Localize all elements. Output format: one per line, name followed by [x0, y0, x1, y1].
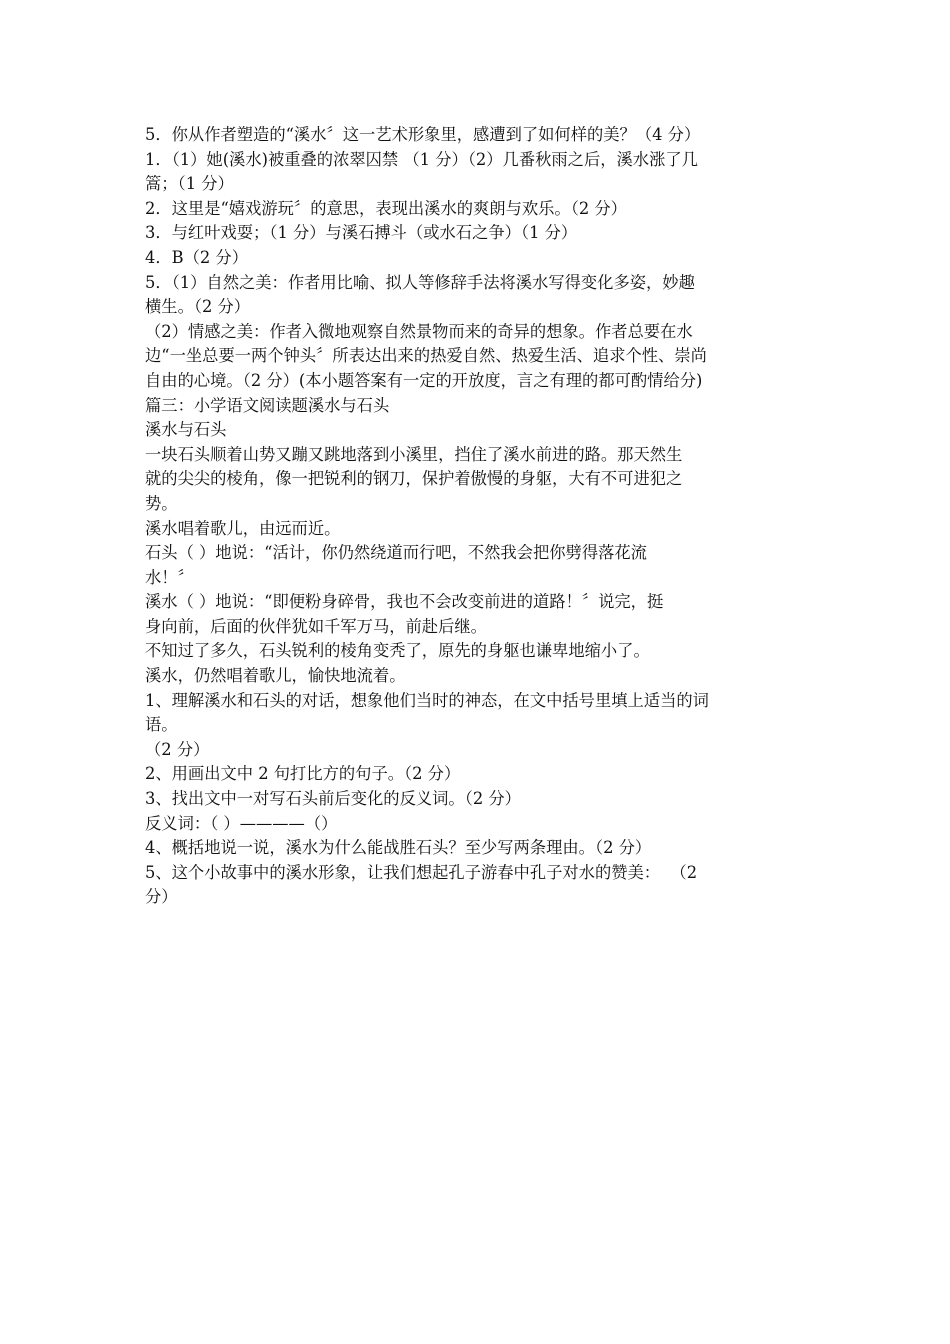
text-line: 势。	[145, 493, 178, 513]
text-line: 5．（1）自然之美：作者用比喻、拟人等修辞手法将溪水写得变化多姿，妙趣	[145, 272, 695, 292]
text-line: 4．B（2 分）	[145, 247, 248, 267]
text-line: 一块石头顺着山势又蹦又跳地落到小溪里，挡住了溪水前进的路。那天然生	[145, 444, 683, 464]
text-line: 篙；（1 分）	[145, 174, 234, 194]
question-line: 分）	[145, 887, 178, 907]
text-line: 自由的心境。（2 分）(本小题答案有一定的开放度，言之有理的都可酌情给分)	[145, 370, 703, 390]
question-line: 4、概括地说一说，溪水为什么能战胜石头？至少写两条理由。（2 分）	[145, 838, 652, 858]
document-body	[145, 123, 810, 910]
passage-title: 溪水与石头	[145, 420, 227, 440]
text-line: 1．（1）她(溪水)被重叠的浓翠囚禁 （1 分）（2）几番秋雨之后，溪水涨了几	[145, 149, 698, 169]
question-line: 反义词：（ ）————（）	[145, 813, 338, 833]
text-line: 就的尖尖的棱角，像一把锐利的钢刀，保护着傲慢的身躯，大有不可进犯之	[145, 469, 683, 489]
question-line: （2 分）	[145, 739, 210, 759]
text-line: 溪水，仍然唱着歌儿，愉快地流着。	[145, 666, 406, 686]
text-line: 3．与红叶戏耍；（1 分）与溪石搏斗（或水石之争）（1 分）	[145, 223, 578, 243]
text-line: 石头（ ）地说：“活计，你仍然绕道而行吧，不然我会把你劈得落花流	[145, 543, 647, 563]
question-line: 1、理解溪水和石头的对话，想象他们当时的神态，在文中括号里填上适当的词	[145, 690, 709, 710]
question-line: 3、找出文中一对写石头前后变化的反义词。（2 分）	[145, 789, 521, 809]
question-line: 2、用画出文中 2 句打比方的句子。（2 分）	[145, 764, 461, 784]
text-line: 边“一坐总要一两个钟头〞所表达出来的热爱自然、热爱生活、追求个性、崇尚	[145, 346, 707, 366]
text-line: 横生。（2 分）	[145, 297, 251, 317]
section-heading: 篇三：小学语文阅读题溪水与石头	[145, 395, 390, 415]
question-line: 语。	[145, 715, 178, 735]
text-line: 不知过了多久，石头锐利的棱角变秃了，原先的身躯也谦卑地缩小了。	[145, 641, 650, 661]
text-line: 5．你从作者塑造的“溪水〞这一艺术形象里，感遭到了如何样的美？（4 分）	[145, 125, 701, 144]
question-line: 5、这个小故事中的溪水形象，让我们想起孔子游春中孔子对水的赞美： （2	[145, 862, 698, 882]
text-line: 水！〞	[145, 567, 194, 587]
text-line: 身向前，后面的伙伴犹如千军万马，前赴后继。	[145, 616, 487, 636]
text-line: 溪水（ ）地说：“即便粉身碎骨，我也不会改变前进的道路！〞说完，挺	[145, 592, 664, 612]
text-line: 溪水唱着歌儿，由远而近。	[145, 518, 341, 538]
text-line: （2）情感之美：作者入微地观察自然景物而来的奇异的想象。作者总要在水	[145, 321, 693, 341]
text-line: 2．这里是“嬉戏游玩〞的意思，表现出溪水的爽朗与欢乐。（2 分）	[145, 198, 627, 218]
